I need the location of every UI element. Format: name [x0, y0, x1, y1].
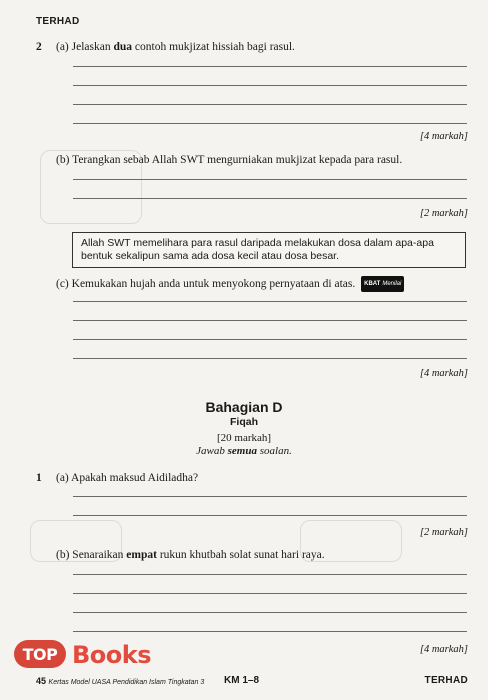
- marks-label: [4 markah]: [419, 644, 468, 655]
- answer-line[interactable]: [73, 631, 467, 632]
- footer-code: KM 1–8: [224, 675, 260, 686]
- answer-line[interactable]: [73, 301, 467, 302]
- part-label: (c): [56, 278, 69, 290]
- svg-text:Books: Books: [72, 641, 152, 669]
- question-2a: [56, 40, 295, 54]
- footer-left: [36, 676, 204, 686]
- answer-line[interactable]: [73, 593, 467, 594]
- answer-line[interactable]: [73, 574, 467, 575]
- question-text: Jelaskan dua contoh mukjizat hissiah bagi rasul.: [71, 41, 295, 53]
- answer-line[interactable]: [73, 496, 467, 497]
- marks-label: [2 markah]: [419, 208, 468, 219]
- answer-line[interactable]: [73, 612, 467, 613]
- answer-line[interactable]: [73, 515, 467, 516]
- marks-label: [4 markah]: [419, 131, 468, 142]
- statement-box: Allah SWT memelihara para rasul daripada melakukan dosa dalam apa-apa bentuk sekalipun sama ada dosa kecil atau dosa besar.: [72, 232, 466, 268]
- question-1b: [56, 548, 325, 562]
- answer-line[interactable]: [73, 66, 467, 67]
- part-label: (b): [56, 154, 70, 166]
- part-label: (a): [56, 41, 69, 53]
- answer-line[interactable]: [73, 339, 467, 340]
- topbooks-logo: [14, 636, 184, 678]
- part-label: (b): [56, 549, 70, 561]
- answer-line[interactable]: [73, 104, 467, 105]
- question-text: Senaraikan empat rukun khutbah solat sunat hari raya.: [72, 549, 325, 561]
- answer-line[interactable]: [73, 123, 467, 124]
- question-number: 2: [36, 41, 42, 53]
- kbat-badge: KBAT Menilai: [361, 276, 404, 292]
- question-1a: [56, 471, 198, 485]
- marks-label: [4 markah]: [419, 368, 468, 379]
- book-title: Kertas Model UASA Pendidikan Islam Tingkatan 3: [48, 679, 205, 686]
- question-number: 1: [36, 472, 42, 484]
- section-instruction: Jawab semua soalan.: [196, 445, 292, 457]
- answer-line[interactable]: [73, 198, 467, 199]
- page-number: 45: [36, 676, 47, 686]
- question-2b: [56, 153, 402, 167]
- answer-line[interactable]: [73, 179, 467, 180]
- restricted-header: TERHAD: [36, 16, 80, 27]
- section-subject: Fiqah: [230, 416, 258, 428]
- section-marks: [20 markah]: [216, 432, 272, 444]
- answer-line[interactable]: [73, 320, 467, 321]
- part-label: (a): [56, 472, 69, 484]
- section-title: Bahagian D: [205, 399, 283, 415]
- svg-text:TOP: TOP: [22, 645, 58, 664]
- topbooks-logo-icon: [14, 636, 184, 672]
- marks-label: [2 markah]: [419, 527, 468, 538]
- question-text: Terangkan sebab Allah SWT mengurniakan mukjizat kepada para rasul.: [72, 154, 403, 166]
- question-2c: [56, 276, 404, 292]
- restricted-footer: TERHAD: [424, 675, 468, 686]
- question-text: Apakah maksud Aidiladha?: [71, 472, 199, 484]
- question-text: Kemukakan hujah anda untuk menyokong pernyataan di atas.: [71, 278, 356, 290]
- answer-line[interactable]: [73, 85, 467, 86]
- answer-line[interactable]: [73, 358, 467, 359]
